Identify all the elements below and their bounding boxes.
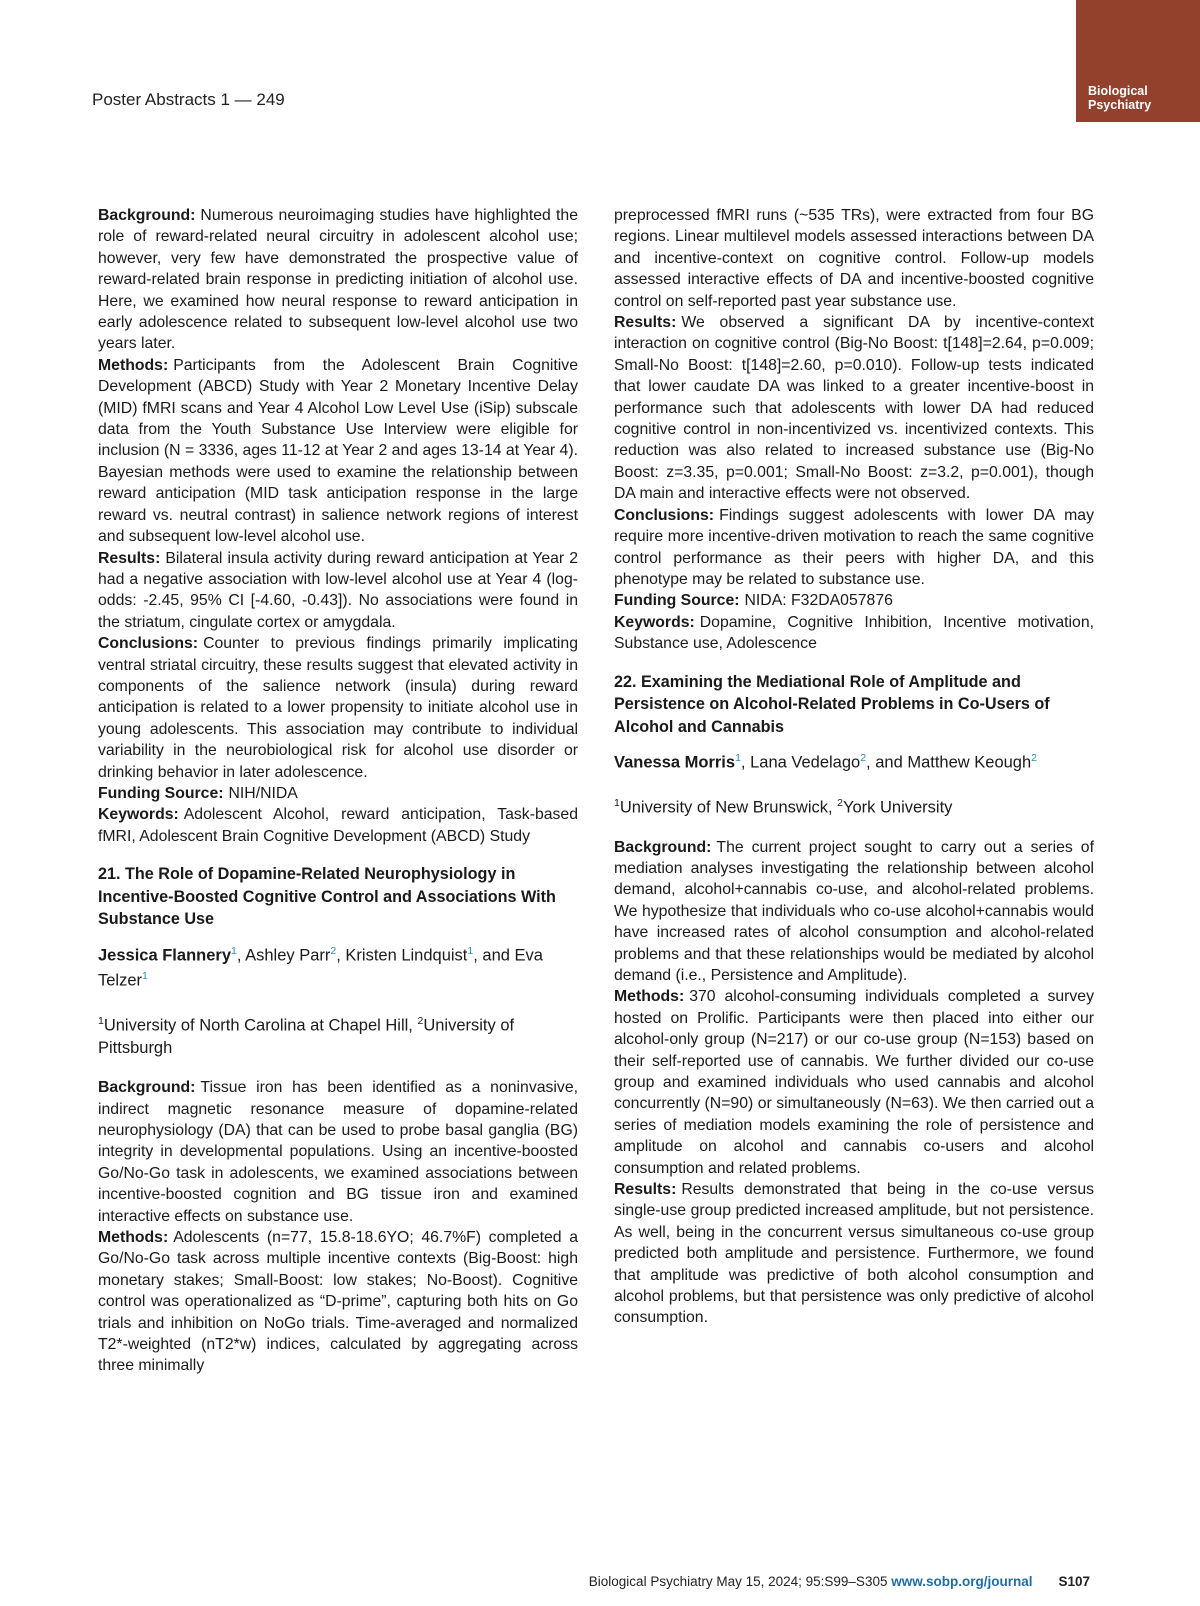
badge-line-1: Biological [1088, 84, 1148, 98]
left-column [98, 205, 578, 1377]
affiliation-marker: 2 [1031, 752, 1038, 765]
section-text: Bilateral insula activity during reward anticipation at Year 2 had a negative association with low-level alcohol use at Year 4 (log-odds: -2.45, 95% CI [-4.60, -0.43]). No associations were found in the striatum, cingulate cortex or amygdala. [98, 549, 578, 631]
section-text: NIDA: F32DA057876 [744, 592, 893, 610]
section-label: Results: [614, 314, 677, 332]
running-header: Poster Abstracts 1 — 249 [92, 90, 285, 109]
section-label: Conclusions: [98, 635, 199, 653]
abstract-22-affiliations [614, 792, 1094, 819]
abstract-21-title: 21. The Role of Dopamine-Related Neurophysiology in Incentive-Boosted Cognitive Control and Associations With Substance Use [98, 865, 556, 929]
abstract-21-results [614, 312, 1094, 505]
abstract-22-authors [614, 748, 1094, 774]
affiliation: University of New Brunswick, [619, 798, 838, 817]
section-label: Keywords: [98, 806, 179, 824]
author: , Kristen Lindquist [336, 946, 468, 965]
abstract-21-keywords [614, 612, 1094, 655]
author: , Ashley Parr [236, 946, 331, 965]
journal-link[interactable]: www.sobp.org/journal [891, 1574, 1033, 1589]
author: , and Eva Telzer [98, 946, 543, 990]
author: , and Matthew Keough [866, 753, 1032, 772]
abstract-21-methods-continued: preprocessed fMRI runs (~535 TRs), were extracted from four BG regions. Linear multilevel models assessed interactions between DA and incentive-context on cognitive control. Follow-up models assessed interactive effects of DA and incentive-boosted cognitive control on self-reported past year substance use. [614, 207, 1094, 310]
section-text: Numerous neuroimaging studies have highlighted the role of reward-related neural circuitry in adolescent alcohol use; however, very few have demonstrated the prospective value of reward-related brain response in predicting initiation of alcohol use. Here, we examined how neural response to reward anticipation in early adolescence related to subsequent low-level alcohol use two years later. [98, 207, 578, 353]
affiliation-marker: 2 [330, 944, 337, 957]
section-text: Counter to previous findings primarily implicating ventral striatal circuitry, these results suggest that elevated activity in components of the salience network (insula) during reward anticipation is related to a lower propensity to initiate alcohol use in young adolescents. This association may contribute to individual variability in the neurobiological risk for alcohol use disorder or drinking behavior in later adolescence. [98, 635, 578, 781]
affiliation-number: 2 [417, 1014, 424, 1027]
affiliation: University of Pittsburgh [98, 1016, 515, 1057]
affiliation-number: 1 [614, 796, 620, 809]
lead-author: Vanessa Morris [614, 753, 736, 772]
section-label: Funding Source: [614, 592, 740, 610]
page-footer [0, 1574, 1090, 1589]
abstract-20-results [98, 548, 578, 634]
abstract-21-authors [98, 941, 578, 992]
footer-citation: Biological Psychiatry May 15, 2024; 95:S99–S305 [588, 1574, 892, 1589]
section-label: Background: [614, 838, 712, 856]
section-label: Background: [98, 1079, 196, 1097]
section-text: Results demonstrated that being in the co-use versus single-use group predicted increased amplitude, but not persistence. As well, being in the concurrent versus simultaneous co-use group predicted both amplitude and persistence. Furthermore, we found that amplitude was predictive of both alcohol consumption and alcohol problems, but that persistence was only predictive of alcohol consumption. [614, 1181, 1094, 1327]
abstract-20-keywords [98, 804, 578, 847]
author: , Lana Vedelago [740, 753, 861, 772]
affiliation: University of North Carolina at Chapel Hill, [103, 1016, 418, 1035]
section-text: We observed a significant DA by incentive-context interaction on cognitive control (Big-No Boost: t[148]=2.64, p=0.009; Small-No Boost: t[148]=2.60, p=0.010). Follow-up tests indicated that lower caudate DA was linked to a greater incentive-boost in performance such that adolescents with lower DA had reduced cognitive control in non-incentivized vs. incentivized contexts. This reduction was also related to increased substance use (Big-No Boost: z=3.35, p=0.001; Small-No Boost: z=3.2, p=0.001), though DA main and interactive effects were not observed. [614, 314, 1094, 503]
section-text: Adolescents (n=77, 15.8-18.6YO; 46.7%F) completed a Go/No-Go task across multiple incentive contexts (Big-Boost: high monetary stakes; Small-Boost: low stakes; No-Boost). Cognitive control was operationalized as “D-prime”, capturing both hits on Go trials and inhibition on NoGo trials. Time-averaged and normalized T2*-weighted (nT2*w) indices, calculated by aggregating across three minimally [98, 1229, 578, 1375]
abstract-21-conclusions [614, 505, 1094, 591]
section-label: Methods: [614, 988, 685, 1006]
journal-badge [1076, 0, 1200, 122]
abstract-21-affiliations [98, 1010, 578, 1060]
abstract-20-background [98, 205, 578, 355]
section-text: Dopamine, Cognitive Inhibition, Incentive motivation, Substance use, Adolescence [614, 613, 1094, 653]
affiliation: York University [843, 798, 953, 817]
abstract-20-methods [98, 355, 578, 548]
section-label: Results: [614, 1181, 677, 1199]
affiliation-marker: 1 [142, 970, 148, 983]
abstract-21-methods [98, 1227, 578, 1377]
section-text: Adolescent Alcohol, reward anticipation, Task-based fMRI, Adolescent Brain Cognitive Development (ABCD) Study [98, 806, 578, 845]
section-label: Keywords: [614, 613, 695, 631]
abstract-22-results [614, 1179, 1094, 1329]
section-label: Funding Source: [98, 784, 224, 802]
affiliation-marker: 1 [735, 752, 741, 765]
abstract-20-conclusions [98, 633, 578, 783]
section-text: NIH/NIDA [228, 784, 298, 802]
section-label: Methods: [98, 1229, 169, 1247]
affiliation-number: 2 [837, 796, 843, 809]
section-text: Participants from the Adolescent Brain Cognitive Development (ABCD) Study with Year 2 Monetary Incentive Delay (MID) fMRI scans and Year 4 Alcohol Low Level Use (iSip) subscale data from the Youth Substance Use Interview were eligible for inclusion (N = 3336, ages 11-12 at Year 2 and ages 13-14 at Year 4). Bayesian methods were used to examine the relationship between reward anticipation (MID task anticipation response in the large reward vs. neutral contrast) in salience network regions of interest and subsequent low-level alcohol use. [98, 356, 578, 546]
abstract-22-background [614, 837, 1094, 987]
affiliation-marker: 1 [231, 944, 237, 957]
section-text: The current project sought to carry out a series of mediation analyses investigating the relationship between alcohol demand, alcohol+cannabis co-use, and alcohol-related problems. We hypothesize that individuals who co-use alcohol+cannabis would have increased rates of alcohol consumption and alcohol-related problems and that these relationships would be mediated by alcohol demand (i.e., Persistence and Amplitude). [614, 838, 1094, 984]
affiliation-marker: 1 [467, 944, 474, 957]
section-label: Conclusions: [614, 506, 715, 524]
affiliation-marker: 2 [860, 752, 867, 765]
affiliation-number: 1 [98, 1014, 104, 1027]
section-label: Methods: [98, 356, 169, 374]
section-label: Background: [98, 207, 196, 224]
section-label: Results: [98, 549, 161, 567]
abstract-21-funding [614, 590, 1094, 611]
section-text: Tissue iron has been identified as a noninvasive, indirect magnetic resonance measure of dopamine-related neurophysiology (DA) that can be used to probe basal ganglia (BG) integrity in developmental populations. Using an incentive-boosted Go/No-Go task in adolescents, we examined associations between incentive-boosted cognition and BG tissue iron and examined interactive effects on substance use. [98, 1079, 578, 1225]
abstract-21-background [98, 1077, 578, 1227]
abstract-22-methods [614, 986, 1094, 1179]
section-text: Findings suggest adolescents with lower DA may require more incentive-driven motivation to reach the same cognitive control performance as their peers with higher DA, and this phenotype may be related to substance use. [614, 506, 1094, 588]
abstract-22-title: 22. Examining the Mediational Role of Amplitude and Persistence on Alcohol-Related Problems in Co-Users of Alcohol and Cannabis [614, 672, 1050, 736]
section-text: 370 alcohol-consuming individuals completed a survey hosted on Prolific. Participants were then placed into either our alcohol-only group (N=217) or our co-use group (N=153) based on their self-reported use of cannabis. We further divided our co-use group and examined individuals who used cannabis and alcohol concurrently (N=90) or simultaneously (N=63). We then carried out a series of mediation models examining the role of persistence and amplitude on alcohol and cannabis co-users and alcohol consumption and related problems. [614, 988, 1094, 1177]
right-column [614, 205, 1094, 1329]
abstract-20-funding [98, 783, 578, 804]
lead-author: Jessica Flannery [98, 946, 231, 965]
page-number: S107 [1058, 1574, 1090, 1589]
badge-line-2: Psychiatry [1088, 98, 1152, 112]
